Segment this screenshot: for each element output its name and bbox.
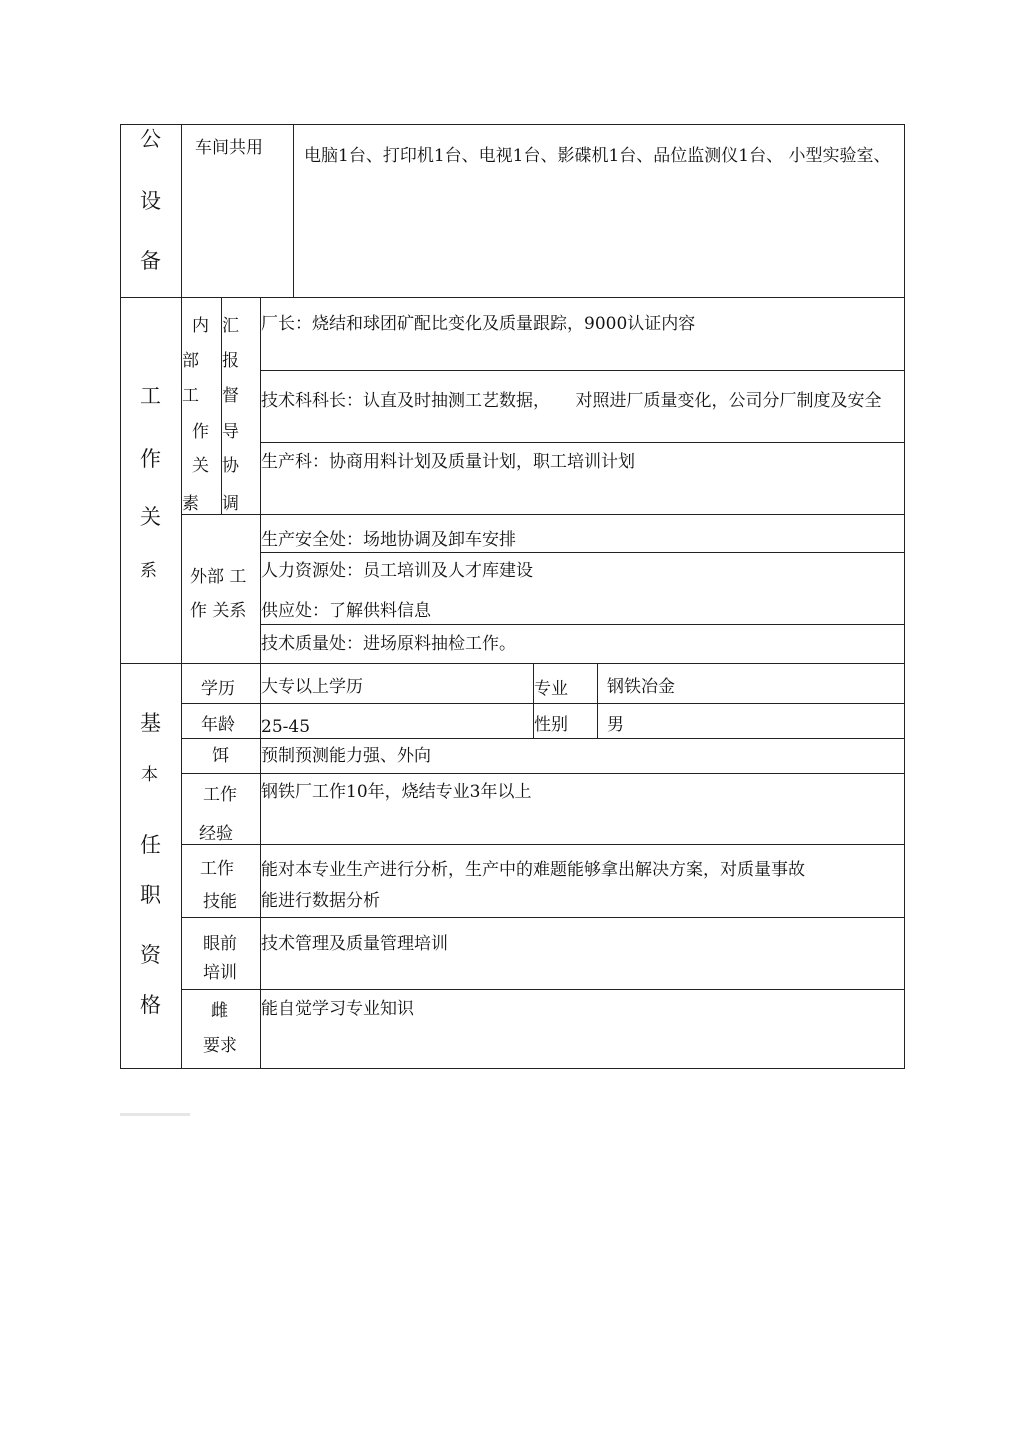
- training-value: 技术管理及质量管理培训: [261, 934, 448, 954]
- type-char-1: 汇: [222, 316, 239, 336]
- type-char-5: 协: [222, 456, 239, 476]
- training-label-line-2: 培训: [203, 963, 237, 983]
- relations-label-char-4: 系: [140, 561, 157, 581]
- type-char-4: 导: [222, 422, 239, 442]
- type-char-3: 督: [222, 386, 239, 406]
- other-label-line-2: 要求: [203, 1036, 237, 1056]
- relations-label-char-1: 工: [140, 384, 161, 408]
- major-label: 专业: [534, 679, 568, 699]
- training-label-line-1: 眼前: [203, 934, 237, 954]
- internal-row-report: 厂长：烧结和球团矿配比变化及质量跟踪，9000认证内容: [261, 314, 696, 334]
- skills-value-line-1: 能对本专业生产进行分析，生产中的难题能够拿出解决方案，对质量事故: [261, 860, 805, 880]
- qual-label-char-1: 基: [140, 711, 161, 735]
- internal-label-char-5: 关: [192, 456, 209, 476]
- external-label-line-1: 外部 工: [190, 567, 247, 587]
- qual-label-char-2: 本: [141, 765, 158, 785]
- relations-label-char-2: 作: [140, 447, 161, 471]
- type-char-2: 报: [222, 351, 239, 371]
- personality-value: 预制预测能力强、外向: [261, 746, 431, 766]
- scan-artifact: [120, 1113, 190, 1116]
- internal-label-char-4: 作: [192, 422, 209, 442]
- skills-label-line-1: 工作: [200, 859, 234, 879]
- equipment-label-char-3: 备: [140, 249, 161, 273]
- major-value: 钢铁冶金: [607, 677, 675, 697]
- qual-label-char-3: 任: [140, 833, 161, 857]
- external-row-4: 技术质量处：进场原料抽检工作。: [261, 634, 516, 654]
- education-value: 大专以上学历: [261, 677, 363, 697]
- age-value: 25-45: [261, 717, 311, 737]
- equipment-label-char-1: 公: [140, 127, 161, 151]
- equipment-content: 电脑1台、打印机1台、电视1台、影碟机1台、品位监测仪1台、 小型实验室、: [304, 146, 891, 166]
- skills-label-line-2: 技能: [203, 892, 237, 912]
- experience-label-line-1: 工作: [203, 785, 237, 805]
- qual-label-char-5: 资: [140, 943, 161, 967]
- education-label: 学历: [201, 679, 235, 699]
- external-label-line-2: 作 关系: [190, 601, 247, 621]
- internal-row-coordinate: 生产科：协商用料计划及质量计划，职工培训计划: [261, 452, 635, 472]
- internal-label-char-6: 素: [182, 494, 199, 514]
- internal-label-char-3: 工: [182, 386, 199, 406]
- external-row-2: 人力资源处：员工培训及人才库建设: [261, 561, 533, 581]
- equipment-sub-label: 车间共用: [195, 138, 263, 158]
- gender-label: 性别: [534, 715, 568, 735]
- age-label: 年龄: [201, 715, 235, 735]
- skills-value-line-2: 能进行数据分析: [261, 891, 380, 911]
- qual-label-char-6: 格: [140, 993, 161, 1017]
- internal-label-char-2: 部: [182, 351, 199, 371]
- gender-value: 男: [607, 715, 624, 735]
- experience-label-line-2: 经验: [199, 824, 233, 844]
- external-row-3: 供应处：了解供料信息: [261, 601, 431, 621]
- internal-row-supervise: 技术科科长：认直及时抽测工艺数据， 对照进厂质量变化，公司分厂制度及安全: [261, 391, 882, 411]
- type-char-6: 调: [222, 494, 239, 514]
- other-value: 能自觉学习专业知识: [261, 999, 414, 1019]
- external-row-1: 生产安全处：场地协调及卸车安排: [261, 530, 516, 550]
- qual-label-char-4: 职: [140, 883, 161, 907]
- relations-label-char-3: 关: [140, 505, 161, 529]
- experience-value: 钢铁厂工作10年，烧结专业3年以上: [261, 782, 532, 802]
- other-label-line-1: 雌: [211, 1001, 228, 1021]
- internal-label-char-1: 内: [192, 316, 209, 336]
- personality-label: 饵: [212, 746, 229, 766]
- equipment-label-char-2: 设: [140, 189, 161, 213]
